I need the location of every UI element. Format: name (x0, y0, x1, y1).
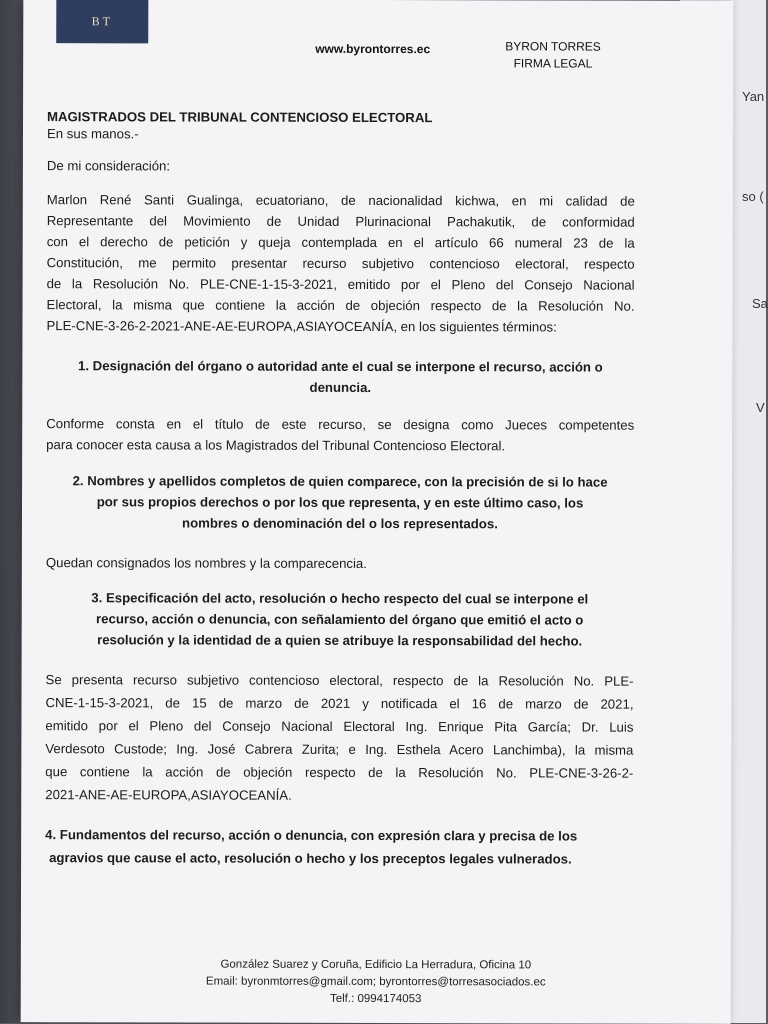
paragraph-line: que contiene la acción de objeción respecto de la Resolución No. PLE-CNE-3-26-2- (45, 764, 634, 781)
addressee-line: MAGISTRADOS DEL TRIBUNAL CONTENCIOSO ELECTORAL (47, 109, 433, 126)
background-text-fragment: V (756, 400, 765, 415)
heading-line: agravios que cause el acto, resolución o hecho y los preceptos legales vulnerados. (49, 850, 572, 867)
paragraph-line: Electoral, la misma que contiene la acción de objeción respecto de la Resolución No. (46, 297, 635, 314)
section2-body: Quedan consignados los nombres y la comparecencia. (45, 555, 367, 571)
paragraph-line: 2021-ANE-AE-EUROPA,ASIAYOCEANÍA. (45, 787, 292, 803)
paragraph-line: Constitución, me permito presentar recurso subjetivo contencioso electoral, respecto (46, 255, 635, 272)
greeting: De mi consideración: (46, 158, 171, 174)
paragraph-line: Se presenta recurso subjetivo contencioso electoral, respecto de la Resolución No. PLE- (45, 672, 634, 689)
heading-line: 4. Fundamentos del recurso, acción o denuncia, con expresión clara y precisa de los (45, 827, 578, 844)
firm-header (505, 38, 601, 72)
document-page (21, 0, 734, 1024)
section3-heading (46, 587, 634, 652)
footer-phone: Telf.: 0994174053 (329, 992, 422, 1006)
background-text-fragment: Yan (742, 89, 765, 104)
heading-line: nombres o denominación del o los representados. (182, 515, 498, 532)
section2-heading (46, 470, 634, 535)
addressee-subline: En sus manos.- (46, 126, 139, 142)
section1-heading (46, 355, 634, 399)
paragraph-line: CNE-1-15-3-2021, de 15 de marzo de 2021 y notificada el 16 de marzo de 2021, (45, 695, 634, 712)
footer (21, 956, 731, 1009)
heading-line: por sus propios derechos o por los que representa, y en este último caso, los (96, 494, 584, 511)
section4-heading (45, 823, 633, 871)
background-text-fragment: Sa (752, 296, 768, 311)
heading-line: 2. Nombres y apellidos completos de quien comparece, con la precisión de si lo hace (72, 473, 608, 490)
paragraph-line: de la Resolución No. PLE-CNE-1-15-3-2021, emitido por el Pleno del Consejo Nacional (46, 276, 635, 293)
paragraph-line: para conocer esta causa a los Magistrados del Tribunal Contencioso Electoral. (46, 437, 506, 454)
paragraph-line: Conforme consta en el título de este recurso, se designa como Jueces competentes (46, 416, 635, 433)
firm-subtitle: FIRMA LEGAL (513, 56, 593, 71)
website-link: www.byrontorres.ec (315, 41, 431, 57)
section3-body (45, 668, 633, 808)
paragraph-line: Representante del Movimiento de Unidad Plurinacional Pachakutik, de conformidad (46, 213, 635, 230)
section1-body (46, 413, 634, 457)
paragraph-line: con el derecho de petición y queja contemplada en el artículo 66 numeral 23 de la (46, 234, 635, 251)
paragraph-line: emitido por el Pleno del Consejo Nacional Electoral Ing. Enrique Pita García; Dr. Luis (45, 718, 634, 735)
heading-line: denuncia. (309, 379, 372, 395)
footer-email: Email: byronmtorres@gmail.com; byrontorres@torresasociados.ec (205, 975, 546, 989)
intro-paragraph (46, 189, 634, 338)
firm-name: BYRON TORRES (505, 39, 601, 54)
heading-line: 3. Especificación del acto, resolución o hecho respecto del cual se interpone el (91, 590, 589, 607)
footer-address: González Suarez y Coruña, Edificio La Herradura, Oficina 10 (220, 958, 532, 972)
firm-logo: BT (56, 0, 148, 43)
paragraph-line: Verdesoto Custode; Ing. José Cabrera Zurita; e Ing. Esthela Acero Lanchimba), la misma (45, 741, 634, 758)
background-text-fragment: so ( (742, 189, 764, 204)
paragraph-line: Marlon René Santi Gualinga, ecuatoriano, de nacionalidad kichwa, en mi calidad de (46, 192, 635, 209)
paragraph-line: PLE-CNE-3-26-2-2021-ANE-AE-EUROPA,ASIAYOCEANÍA, en los siguientes términos: (46, 318, 557, 335)
heading-line: recurso, acción o denuncia, con señalamiento del órgano que emitió el acto o (96, 611, 584, 628)
heading-line: resolución y la identidad de a quien se atribuye la responsabilidad del hecho. (97, 632, 583, 649)
heading-line: 1. Designación del órgano o autoridad ante el cual se interpone el recurso, acción o (78, 358, 603, 375)
